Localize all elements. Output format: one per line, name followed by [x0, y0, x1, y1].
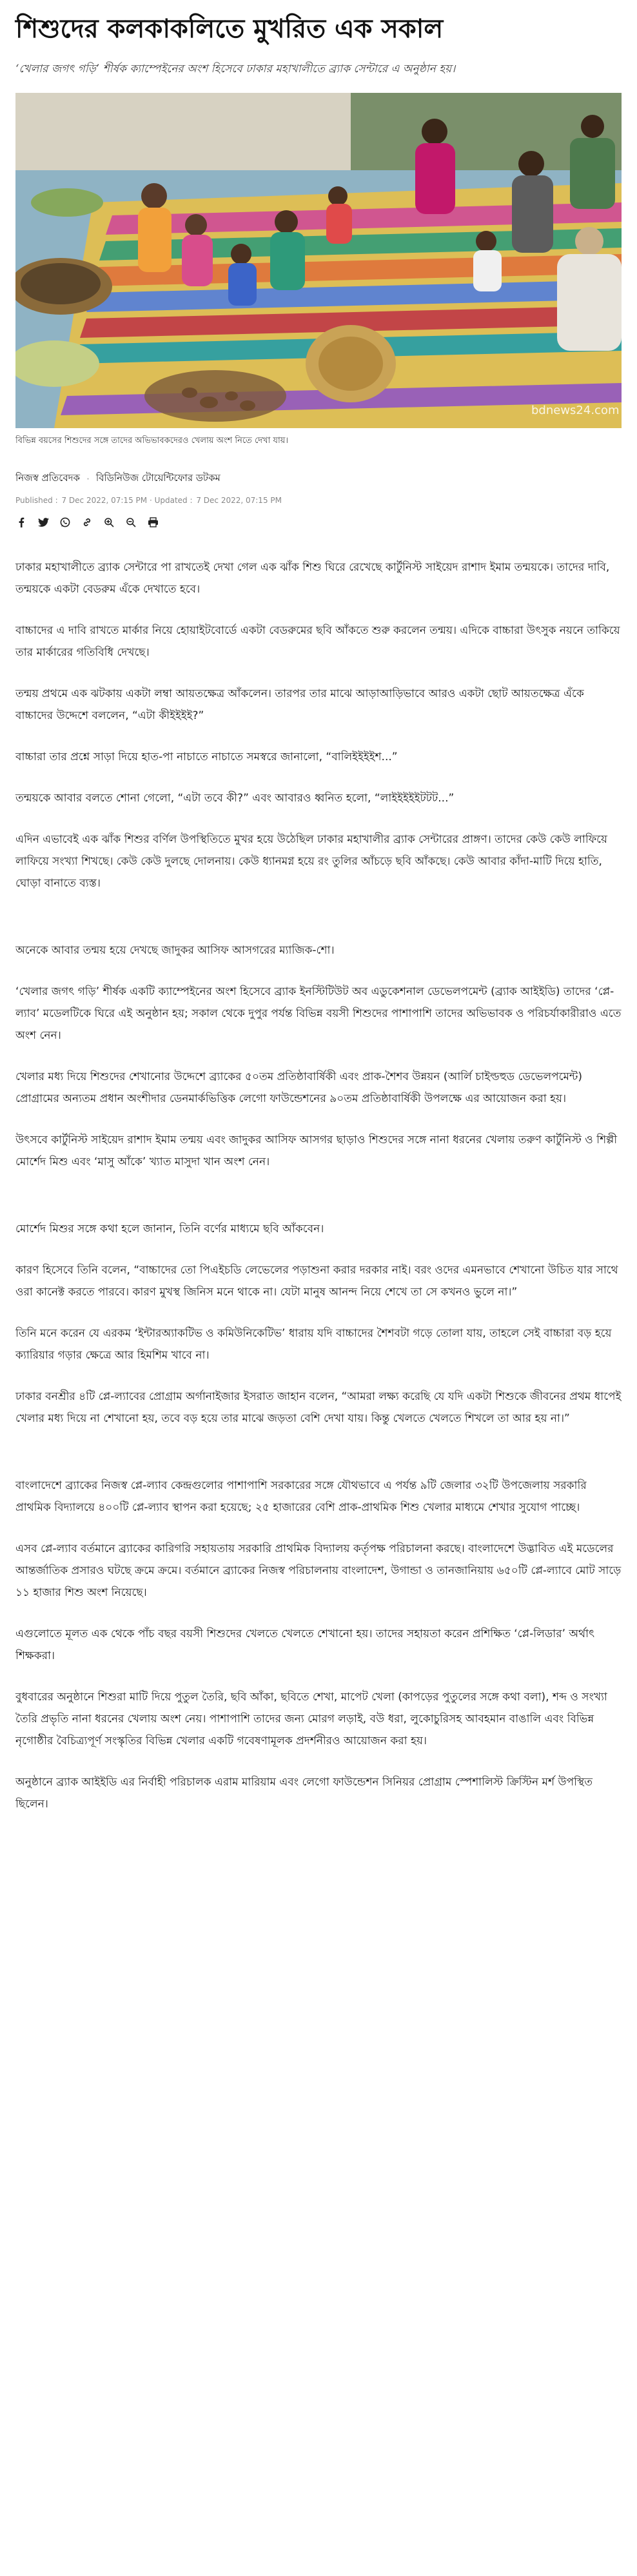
- publish-dates: [15, 496, 622, 505]
- hero-photo: [15, 93, 622, 428]
- paragraph: ঢাকার মহাখালীতে ব্র্যাক সেন্টারে পা রাখতেই দেখা গেল এক ঝাঁক শিশু ঘিরে রেখেছে কার্টুনিস্ট সাইয়েদ রাশাদ ইমাম তন্ময়কে। তাদের দাবি, তন্ময়কে একটা বেডরুম এঁকে দেখাতে হবে।: [15, 561, 610, 596]
- updated-date: 7 Dec 2022, 07:15 PM: [196, 496, 282, 505]
- article-body: [15, 556, 622, 1815]
- paragraph: এগুলোতে মূলত এক থেকে পাঁচ বছর বয়সী শিশুদের খেলতে খেলতে শেখানো হয়। তাদের সহায়তা করেন প্রশিক্ষিত ‘প্লে-লিডার’ অর্থাৎ শিক্ষকরা।: [15, 1627, 595, 1662]
- hero-illustration: [15, 93, 622, 428]
- byline-separator: ·: [86, 473, 90, 485]
- photo-watermark: bdnews24.com: [531, 404, 620, 417]
- published-date: 7 Dec 2022, 07:15 PM: [61, 496, 148, 505]
- zoom-out-icon[interactable]: [125, 516, 137, 528]
- paragraph: মোর্শেদ মিশুর সঙ্গে কথা হলে জানান, তিনি বর্ণের মাধ্যমে ছবি আঁকবেন।: [15, 1223, 324, 1235]
- paragraph: এসব প্লে-ল্যাব বর্তমানে ব্র্যাকের কারিগরি সহায়তায় সরকারি প্রাথমিক বিদ্যালয় কর্তৃপক্ষ পরিচালনা করছে। বাংলাদেশে উদ্ভাবিত এই মডেলের আন্তর্জাতিক প্রসারও ঘটছে ক্রমে ক্রমে। বর্তমানে ব্র্যাকের নিজস্ব পরিচালনায় বাংলাদেশ, উগান্ডা ও তানজানিয়ায় ৬৫০টি প্লে-ল্যাবে মোট সাড়ে ১১ হাজার শিশু অংশ নিয়েছে।: [15, 1542, 622, 1599]
- link-icon[interactable]: [81, 516, 93, 528]
- zoom-in-icon[interactable]: [103, 516, 115, 528]
- paragraph: তিনি মনে করেন যে এরকম ‘ইন্টারঅ্যাকটিভ ও কমিউনিকেটিভ’ ধারায় যদি বাচ্চাদের শৈশবটা গড়ে তোলা যায়, তাহলে সেই বাচ্চারা বড় হয়ে ক্যারিয়ার গড়ার ক্ষেত্রে আর হিমশিম খাবে না।: [15, 1327, 612, 1362]
- paragraph: তন্ময়কে আবার বলতে শোনা গেলো, “এটা তবে কী?” এবং আবারও ধ্বনিত হলো, “লাইইইইইটটট...”: [15, 792, 455, 805]
- subtitle: ‘খেলার জগৎ গড়ি’ শীর্ষক ক্যাম্পেইনের অংশ হিসেবে ঢাকার মহাখালীতে ব্র্যাক সেন্টারে এ অনুষ্ঠান হয়।: [15, 63, 456, 75]
- paragraph: তন্ময় প্রথমে এক ঝটকায় একটা লম্বা আয়তক্ষেত্র আঁকলেন। তারপর তার মাঝে আড়াআড়িভাবে আরও একটা ছোট আয়তক্ষেত্র এঁকে বাচ্চাদের উদ্দেশে বললেন, “এটা কীইইইই?”: [15, 687, 584, 722]
- share-toolbar: [15, 516, 622, 528]
- paragraph: অনেকে আবার তন্ময় হয়ে দেখছে জাদুকর আসিফ আসগরের ম্যাজিক-শো।: [15, 944, 335, 957]
- whatsapp-icon[interactable]: [59, 516, 71, 528]
- paragraph: কারণ হিসেবে তিনি বলেন, “বাচ্চাদের তো পিএইচডি লেভেলের পড়াশুনা করার দরকার নাই। বরং ওদের এমনভাবে শেখানো উচিত যার সাথে ওরা কানেক্ট করতে পারবে। কারণ মুখস্থ জিনিস মনে থাকে না। যেটা মানুষ আনন্দ নিয়ে শেখে তা সে কখনও ভুলে না।”: [15, 1264, 618, 1299]
- date-separator: ·: [149, 496, 155, 505]
- author[interactable]: নিজস্ব প্রতিবেদক: [15, 472, 81, 484]
- paragraph: বুধবারের অনুষ্ঠানে শিশুরা মাটি দিয়ে পুতুল তৈরি, ছবি আঁকা, ছবিতে শেখা, মাপেট খেলা (কাপড়ের পুতুলের সঙ্গে কথা বলা), শব্দ ও সংখ্যা তৈরি প্রভৃতি নানা ধরনের খেলায় অংশ নেয়। পাশাপাশি তাদের জন্য মোরগ লড়াই, বউ ধরা, লুকোচুরিসহ আবহমান বাঙালি এবং বিভিন্ন নৃগোষ্ঠীর বৈচিত্র্যপূর্ণ সংস্কৃতির বিভিন্ন খেলার একটি গবেষণামূলক প্রদর্শনীরও আয়োজন করা হয়।: [15, 1691, 607, 1747]
- paragraph: বাংলাদেশে ব্র্যাকের নিজস্ব প্লে-ল্যাব কেন্দ্রগুলোর পাশাপাশি সরকারের সঙ্গে যৌথভাবে এ পর্যন্ত ৯টি জেলার ৩২টি উপজেলায় সরকারি প্রাথমিক বিদ্যালয়ে ৪০০টি প্লে-ল্যাব স্থাপন করা হয়েছে; ২৫ হাজারের বেশি প্রাক-প্রাথমিক শিশু খেলার মাধ্যমে শেখার সুযোগ পাচ্ছে।: [15, 1479, 587, 1514]
- published-label: Published :: [15, 496, 58, 505]
- paragraph: বাচ্চারা তার প্রশ্নে সাড়া দিয়ে হাত-পা নাচাতে নাচাতে সমস্বরে জানালো, “বালিইইইইশ...”: [15, 751, 398, 763]
- paragraph: এদিন এভাবেই এক ঝাঁক শিশুর বর্ণিল উপস্থিতিতে মুখর হয়ে উঠেছিল ঢাকার মহাখালীর ব্র্যাক সেন্টারের প্রাঙ্গণ। তাদের কেউ কেউ লাফিয়ে লাফিয়ে সংখ্যা শিখছে। কেউ কেউ দুলছে দোলনায়। কেউ ধ্যানমগ্ন হয়ে রং তুলির আঁচড়ে ছবি আঁকছে। কেউ আবার কাঁদা-মাটি দিয়ে হাতি, ঘোড়া বানাতে ব্যস্ত।: [15, 833, 607, 890]
- facebook-icon[interactable]: [15, 516, 27, 528]
- twitter-icon[interactable]: [37, 516, 49, 528]
- photo-caption: বিভিন্ন বয়সের শিশুদের সঙ্গে তাদের অভিভাবকদেরও খেলায় অংশ নিতে দেখা যায়।: [15, 436, 289, 446]
- paragraph: বাচ্চাদের এ দাবি রাখতে মার্কার নিয়ে হোয়াইটবোর্ডে একটা বেডরুমের ছবি আঁকতে শুরু করলেন তন্ময়। এদিকে বাচ্চারা উৎসুক নয়নে তাকিয়ে তার মার্কারের গতিবিধি দেখছে।: [15, 624, 620, 659]
- print-icon[interactable]: [147, 516, 159, 528]
- paragraph: অনুষ্ঠানে ব্র্যাক আইইডি এর নির্বাহী পরিচালক এরাম মারিয়াম এবং লেগো ফাউন্ডেশন সিনিয়র প্রোগ্রাম স্পেশালিস্ট ক্রিস্টিন মর্শ উপস্থিত ছিলেন।: [15, 1776, 593, 1811]
- paragraph: ঢাকার বনশ্রীর ৪টি প্লে-ল্যাবের প্রোগ্রাম অর্গানাইজার ইসরাত জাহান বলেন, “আমরা লক্ষ্য করেছি যে যদি একটা শিশুকে জীবনের প্রথম ধাপেই খেলার মধ্য দিয়ে না শেখানো হয়, তবে বড় হয়ে তার মাঝে জড়তা বেশি দেখা যায়। কিন্তু খেলতে খেলতে শিখলে তা আর হয় না।”: [15, 1390, 622, 1425]
- outlet[interactable]: বিডিনিউজ টোয়েন্টিফোর ডটকম: [95, 472, 220, 484]
- paragraph: খেলার মধ্য দিয়ে শিশুদের শেখানোর উদ্দেশে ব্র্যাকের ৫০তম প্রতিষ্ঠাবার্ষিকী এবং প্রাক-শৈশব উন্নয়ন (আর্লি চাইল্ডহুড ডেভেলপমেন্ট) প্রোগ্রামের অন্যতম প্রধান অংশীদার ডেনমার্কভিত্তিক লেগো ফাউন্ডেশনের ৯০তম প্রতিষ্ঠাবার্ষিকী উপলক্ষে এর আয়োজন করা হয়।: [15, 1070, 582, 1105]
- article-page: [15, 0, 622, 1815]
- updated-label: Updated :: [154, 496, 193, 505]
- paragraph: উৎসবে কার্টুনিস্ট সাইয়েদ রাশাদ ইমাম তন্ময় এবং জাদুকর আসিফ আসগর ছাড়াও শিশুদের সঙ্গে নানা ধরনের খেলায় তরুণ কার্টুনিস্ট ও শিল্পী মোর্শেদ মিশু এবং ‘মাসু আঁকে’ খ্যাত মাসুদা খান অংশ নেন।: [15, 1134, 618, 1168]
- byline: [15, 471, 622, 487]
- headline: শিশুদের কলকাকলিতে মুখরিত এক সকাল: [15, 14, 444, 44]
- paragraph: ‘খেলার জগৎ গড়ি’ শীর্ষক একটি ক্যাম্পেইনের অংশ হিসেবে ব্র্যাক ইনস্টিটিউট অব এডুকেশনাল ডেভেলপমেন্ট (ব্র্যাক আইইডি) তাদের ‘প্লে-ল্যাব’ মডেলটিকে ঘিরে এই অনুষ্ঠান হয়; সকাল থেকে দুপুর পর্যন্ত বিভিন্ন বয়সী শিশুদের পাশাপাশি তাদের অভিভাবক ও পরিচর্যাকারীরাও এতে অংশ নেন।: [15, 985, 622, 1042]
